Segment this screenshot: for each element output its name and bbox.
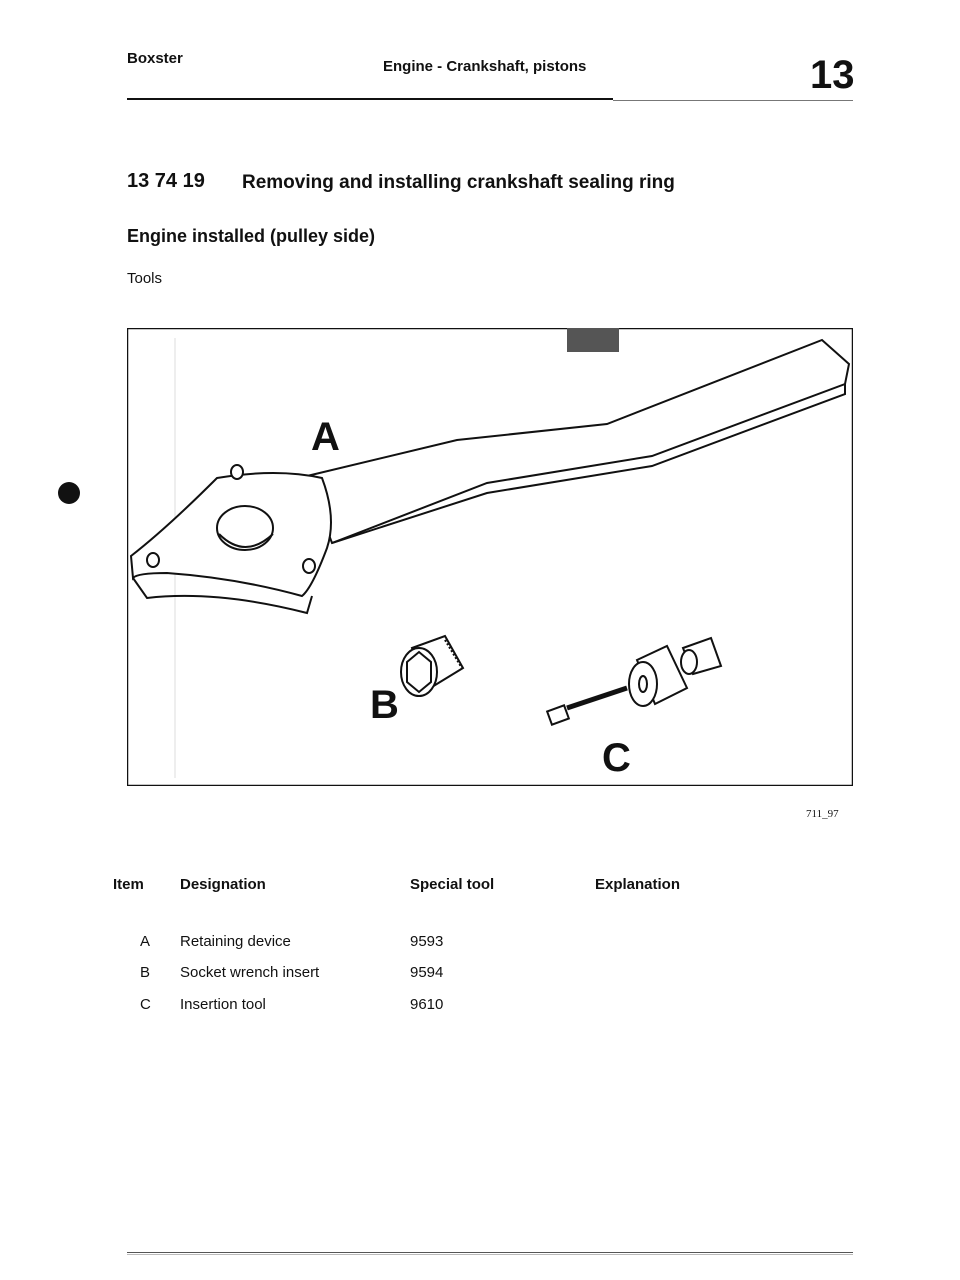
row-a-designation: Retaining device: [180, 933, 291, 950]
footer-rule: [127, 1252, 853, 1253]
header-section-title: Engine - Crankshaft, pistons: [383, 58, 587, 75]
procedure-subheading: Engine installed (pulley side): [127, 226, 376, 246]
callout-b: B: [370, 683, 399, 727]
tools-figure: [127, 328, 853, 786]
header-rule: [127, 98, 613, 100]
tools-label: Tools: [127, 270, 163, 287]
header-chapter-number: 13: [810, 53, 855, 97]
callout-c: C: [602, 736, 631, 780]
column-header-special-tool: Special tool: [410, 876, 495, 893]
procedure-number: 13 74 19: [127, 170, 205, 192]
row-c-special-tool: 9610: [410, 996, 444, 1013]
procedure-title: Removing and installing crankshaft sealing ring: [242, 172, 675, 193]
row-b-item: B: [140, 964, 151, 981]
header-rule-thin: [613, 100, 853, 101]
row-b-special-tool: 9594: [410, 964, 444, 981]
column-header-item: Item: [113, 876, 144, 893]
column-header-designation: Designation: [180, 876, 266, 893]
footer-rule-thin: [127, 1254, 853, 1255]
header-model: Boxster: [127, 50, 183, 67]
tools-illustration: [127, 328, 853, 786]
column-header-explanation: Explanation: [595, 876, 681, 893]
row-c-designation: Insertion tool: [180, 996, 266, 1013]
row-a-special-tool: 9593: [410, 933, 444, 950]
callout-a: A: [311, 415, 340, 459]
margin-bullet-dot: [58, 482, 80, 504]
figure-code: 711_97: [806, 808, 839, 820]
row-c-item: C: [140, 996, 151, 1013]
row-b-designation: Socket wrench insert: [180, 964, 320, 981]
row-a-item: A: [140, 933, 151, 950]
